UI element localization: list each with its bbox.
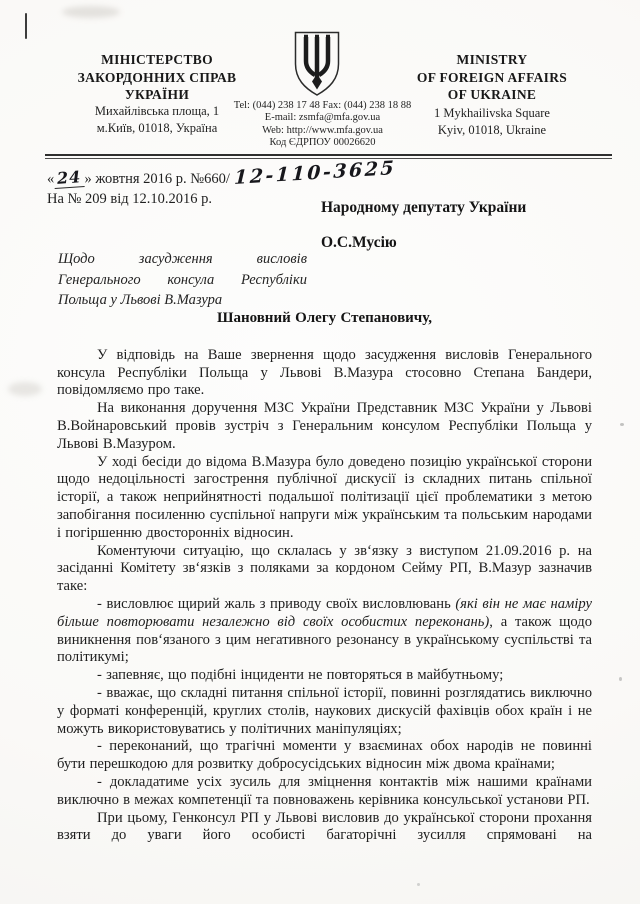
handwritten-reference-number: 12-110-3625	[233, 156, 397, 190]
address-ua-line: Михайлівська площа, 1	[94, 104, 220, 118]
address-ua-line: м.Київ, 01018, Україна	[96, 121, 218, 135]
org-ua-line: УКРАЇНИ	[124, 87, 190, 102]
paragraph-text: Коментуючи ситуацію, що склалась у зв‘язку з виступом 21.09.2016 р. на засіданні Комітету зв‘язків з поляками за кордоном Сейму РП, В.Мазур зазначив таке:	[57, 542, 592, 595]
handwritten-day: 24	[54, 167, 86, 189]
ministry-name-ukrainian	[38, 51, 276, 104]
scan-speck	[417, 883, 420, 886]
paragraph-text: , а також щодо виникнення пов‘язаного з цим негативного резонансу в українському суспільстві та політикумі;	[57, 613, 592, 666]
email-line: E-mail: zsmfa@mfa.gov.ua	[264, 112, 381, 124]
body-paragraph	[57, 774, 592, 810]
subject-annotation: Щодо засудження висловів Генерального консула Республіки Польща у Львові В.Мазура	[58, 251, 307, 308]
paragraph-text: У ході бесіди до відома В.Мазура було доведено позицію української сторони щодо недоцільності загострення публічної дискусії із складних питань спільної історії, а також неприйнятності подальшої політизації цієї проблематики з метою запобігання посиленню суспільної напруги між українським та польським народами і погіршенню двосторонніх відносин.	[57, 453, 592, 541]
date-printed-text: » жовтня 2016 р. №660/	[84, 171, 230, 187]
scan-smudge	[62, 6, 120, 18]
letter-body	[57, 310, 592, 845]
body-paragraph	[57, 667, 592, 685]
paragraph-text: При цьому, Генконсул РП у Львові висловив до української сторони прохання взяти до уваги його особисті багаторічні зусилля спрямовані на	[57, 809, 592, 844]
recipient-name: О.С.Мусію	[321, 234, 397, 251]
body-paragraph	[57, 347, 592, 400]
outgoing-number-line	[47, 156, 397, 190]
org-en-line: OF FOREIGN AFFAIRS	[416, 69, 568, 85]
org-en-line: OF UKRAINE	[447, 87, 537, 102]
address-en-line: 1 Mykhailivska Square	[434, 106, 550, 120]
body-paragraph	[57, 400, 592, 453]
reply-to-line: На № 209 від 12.10.2016 р.	[47, 191, 212, 207]
org-ua-line: МІНІСТЕРСТВО	[101, 52, 213, 67]
paragraph-text: У відповідь на Ваше звернення щодо засудження висловів Генерального консула Республіки Польща у Львові В.Мазура стосовно Степана Бандери, повідомляємо про таке.	[57, 346, 592, 399]
ukraine-trident-emblem-icon	[292, 31, 342, 97]
body-paragraph	[57, 543, 592, 596]
recipient-title: Народному депутату України	[321, 199, 527, 216]
salutation: Шановний Олегу Степановичу,	[216, 310, 433, 326]
scan-pen-mark	[25, 13, 27, 39]
tel-fax-line: Tel: (044) 238 17 48 Fax: (044) 238 18 88	[233, 100, 412, 111]
paragraph-text: - переконаний, що трагічні моменти у взаєминах обох народів не повинні бути перешкодою для розвитку добросусідських відносин між двома країнами;	[57, 738, 592, 773]
ministry-name-english	[384, 51, 600, 104]
paragraph-text: - запевняє, що подібні інциденти не повторяться в майбутньому;	[97, 667, 504, 684]
recipient-block	[321, 199, 526, 252]
body-paragraph	[57, 810, 592, 846]
org-ua-line: ЗАКОРДОННИХ СПРАВ	[77, 69, 237, 85]
web-line: Web: http://www.mfa.gov.ua	[262, 124, 383, 136]
org-en-line: MINISTRY	[456, 52, 528, 67]
paragraph-text: - висловлює щирий жаль з приводу своїх висловлювань	[97, 595, 456, 612]
scan-speck	[619, 677, 622, 681]
edrpou-line: Код ЄДРПОУ 00026620	[269, 136, 376, 148]
scan-speck	[620, 423, 624, 426]
scan-smudge	[8, 382, 42, 396]
italic-inline-text: (які він не має наміру більше повторювати незалежно від своїх особистих переконань)	[57, 595, 592, 630]
date-open-quote: «	[47, 171, 55, 187]
contact-block	[200, 100, 445, 149]
paragraph-text: - докладатиме усіх зусиль для зміцнення контактів між нашими країнами виключно в межах компетенції та повноважень керівника консульської установи РП.	[57, 773, 592, 808]
body-paragraph	[57, 685, 592, 738]
letterhead-divider-rule	[45, 154, 612, 159]
body-paragraphs	[57, 347, 592, 845]
address-en-line: Kyiv, 01018, Ukraine	[437, 123, 547, 137]
body-paragraph	[57, 454, 592, 543]
paragraph-text: На виконання доручення МЗС України Представник МЗС України у Львові В.Войнаровський провів зустріч з Генеральним консулом Республіки Польща у Львові В.Мазуром.	[57, 400, 592, 452]
body-paragraph	[57, 596, 592, 667]
paragraph-text: - вважає, що складні питання спільної історії, повинні розглядатись виключно у форматі конференцій, круглих столів, наукових дискусій фахівців обох країн і не можуть використовуватись у політичних маніпуляціях;	[57, 684, 592, 737]
body-paragraph	[57, 738, 592, 774]
